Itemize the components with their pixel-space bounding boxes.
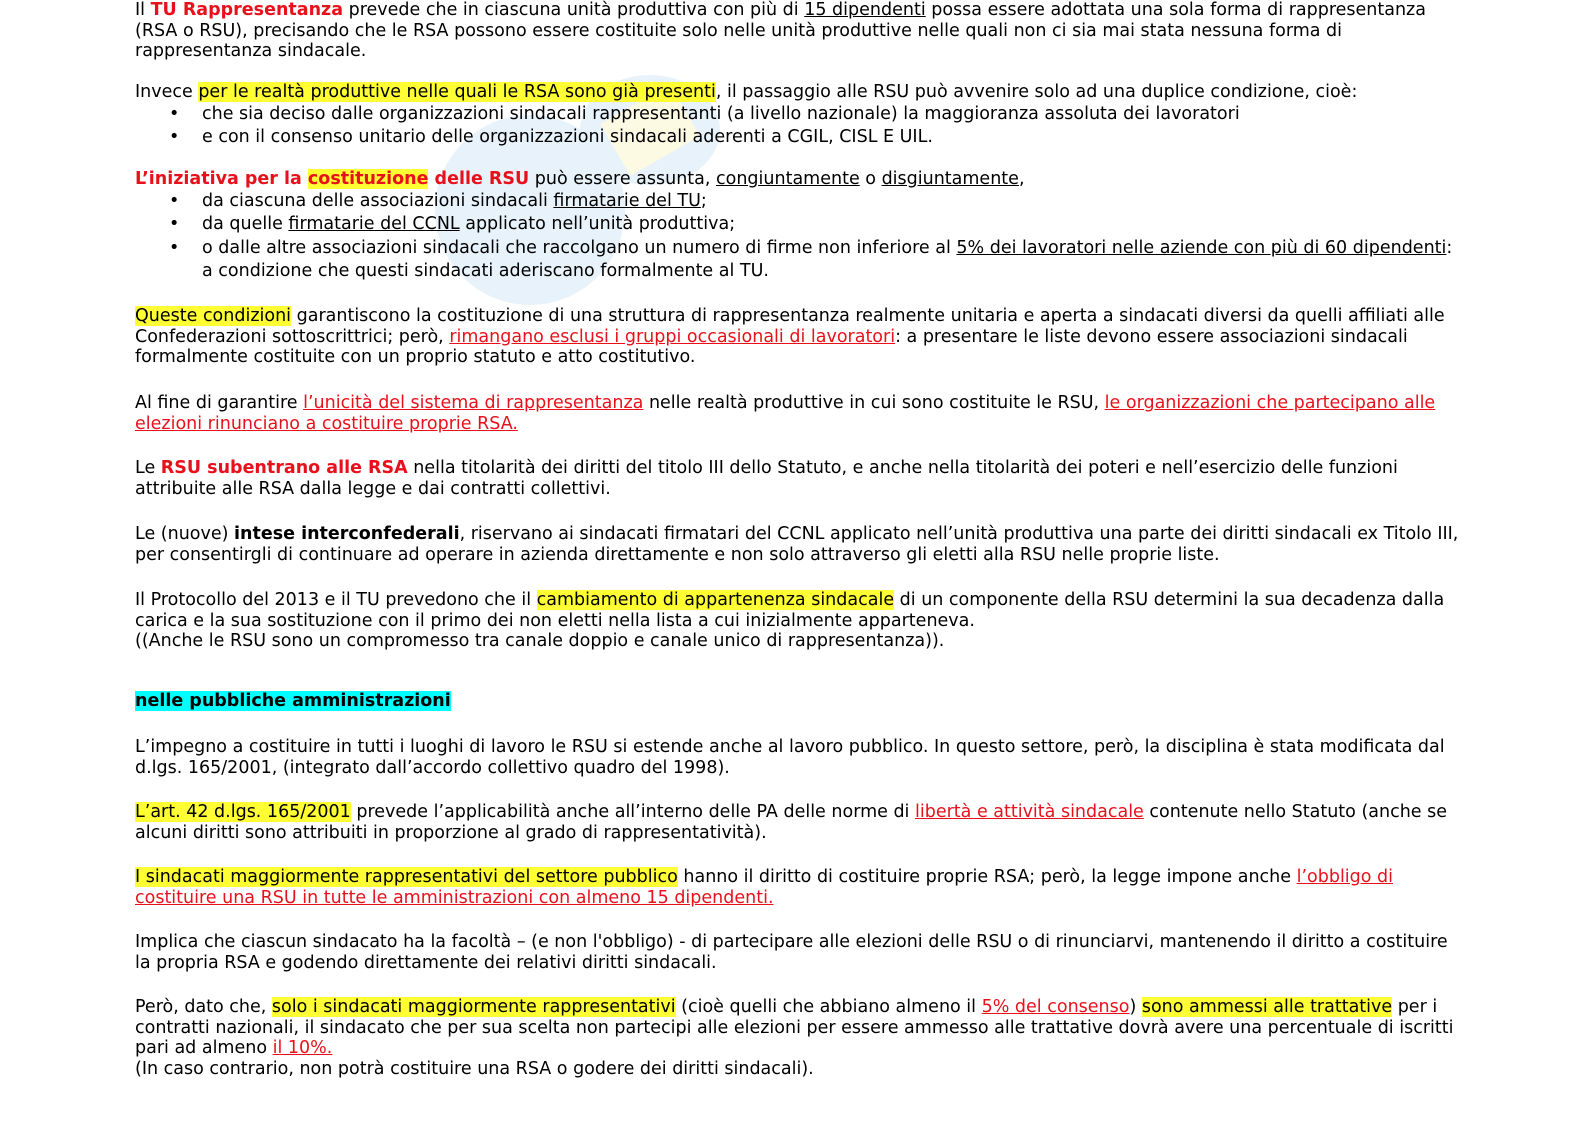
text: Il Protocollo del 2013 e il TU prevedono che il <box>135 590 537 610</box>
text: Al fine di garantire <box>135 393 304 413</box>
text: hanno il diritto di costituire proprie RSA; però, la legge impone anche <box>677 867 1297 887</box>
bold-text: intese interconfederali <box>234 524 460 544</box>
underlined-text: congiuntamente <box>716 169 860 189</box>
text: Le <box>135 458 161 478</box>
text: prevede che in ciascuna unità produttiva con più di <box>343 0 805 20</box>
red-underlined-text: il 10%. <box>272 1038 333 1058</box>
heading-text: nelle pubbliche amministrazioni <box>135 691 451 711</box>
highlighted-text: Queste condizioni <box>135 306 292 326</box>
paragraph-unicita <box>135 393 1465 434</box>
highlighted-text: I sindacati maggiormente rappresentativi del settore pubblico <box>135 867 678 887</box>
red-underlined-text: l’unicità del sistema di rappresentanza <box>303 393 644 413</box>
list-item-text: che sia deciso dalle organizzazioni sindacali rappresentanti (a livello nazionale) la maggioranza assoluta dei lavoratori <box>202 103 1240 124</box>
text: nelle realtà produttive in cui sono costituite le RSU, <box>643 393 1105 413</box>
term-costituzione: costituzione <box>307 169 429 189</box>
paragraph-realta-produttive <box>135 82 1465 150</box>
text: o <box>859 169 882 189</box>
text: di un componente della RSU determini la sua decadenza dalla carica e la sua sostituzione con il primo dei non eletti nella lista a cui inizialmente apparteneva. <box>135 590 1445 631</box>
bullet-icon: • <box>169 103 180 124</box>
red-underlined-text: 5% del consenso <box>981 997 1130 1017</box>
highlighted-text: per le realtà produttive nelle quali le RSA sono già presenti <box>198 82 716 102</box>
term-iniziativa: L’iniziativa per la <box>135 169 308 189</box>
underlined-text: disgiuntamente <box>881 169 1019 189</box>
bullet-icon: • <box>169 190 180 211</box>
list-item-text: e con il consenso unitario delle organizzazioni sindacali aderenti a CGIL, CISL E UIL. <box>202 127 933 147</box>
text: da ciascuna delle associazioni sindacali <box>202 190 554 211</box>
text: (In caso contrario, non potrà costituire una RSA o godere dei diritti sindacali). <box>135 1058 814 1079</box>
paragraph-intese-interconfederali <box>135 524 1465 565</box>
text: ((Anche le RSU sono un compromesso tra canale doppio e canale unico di rappresentanza)). <box>135 631 945 651</box>
highlighted-text: cambiamento di appartenenza sindacale <box>536 590 895 610</box>
paragraph-queste-condizioni <box>135 306 1465 368</box>
text: contenute nello Statuto (anche se alcuni diritti sono attribuiti in proporzione al grado di rappresentatività). <box>135 802 1448 843</box>
text: , riservano ai sindacati firmatari del CCNL applicato nell’unità produttiva una parte dei diritti sindacali ex Titolo III, per consentirgli di continuare ad operare in azienda direttamente e non solo attraverso gli eletti alla RSU nelle proprie liste. <box>135 524 1459 565</box>
bullet-icon: • <box>169 127 180 147</box>
text: Invece <box>135 82 199 102</box>
highlighted-text: sono ammessi alle trattative <box>1141 997 1393 1017</box>
bullet-icon: • <box>169 214 180 234</box>
text: prevede l’applicabilità anche all’interno delle PA delle norme di <box>350 802 915 822</box>
red-underlined-text: le organizzazioni che partecipano alle elezioni rinunciano a costituire proprie RSA. <box>135 393 1436 434</box>
condition-list <box>135 103 1465 150</box>
text: , il passaggio alle RSU può avvenire solo ad una duplice condizione, cioè: <box>715 82 1358 102</box>
highlighted-text: L’art. 42 d.lgs. 165/2001 <box>135 802 351 822</box>
text: per i contratti nazionali, il sindacato che per sua scelta non partecipi alle elezioni per essere ammesso alle trattative dovrà avere una percentuale di iscritti pari ad almeno <box>135 997 1454 1058</box>
paragraph-tu-rappresentanza <box>135 0 1465 62</box>
text: : a condizione che questi sindacati aderiscano formalmente al TU. <box>202 237 1453 281</box>
paragraph-iniziativa-costituzione <box>135 169 1465 284</box>
list-item <box>135 190 1465 214</box>
text: applicato nell’unità produttiva; <box>459 214 736 234</box>
term-rsu: delle RSU <box>428 169 530 189</box>
text: garantiscono la costituzione di una struttura di rappresentanza realmente unitaria e aperta a sindacati diversi da quelli affiliati alle Confederazioni sottoscrittrici; però, <box>135 306 1445 347</box>
underlined-text: firmatarie del TU <box>553 190 701 211</box>
text: possa essere adottata una sola forma di rappresentanza (RSA o RSU), precisando che le RSA possono essere costituite solo nelle unità produttive nelle quali non ci sia mai stata nessuna forma di rappresentanza sindacale. <box>135 0 1426 61</box>
list-item <box>135 103 1465 127</box>
text: ) <box>1129 997 1142 1017</box>
text: da quelle <box>202 214 289 234</box>
text: (cioè quelli che abbiano almeno il <box>675 997 982 1017</box>
text: Le (nuove) <box>135 524 235 544</box>
text: può essere assunta, <box>529 169 717 189</box>
term-rsu-subentrano: RSU subentrano alle RSA <box>160 458 408 478</box>
paragraph-facolta: Implica che ciascun sindacato ha la facoltà – (e non l'obbligo) - di partecipare alle elezioni delle RSU o di rinunciarvi, mantenendo il diritto a costituire la propria RSA e godendo direttamente dei relativi diritti sindacali. <box>135 932 1448 973</box>
text: o dalle altre associazioni sindacali che raccolgano un numero di firme non inferiore al <box>202 237 957 258</box>
text: Però, dato che, <box>135 997 272 1017</box>
text: ; <box>700 190 707 211</box>
paragraph-trattative <box>135 997 1465 1079</box>
paragraph-impegno-lavoro-pubblico: L’impegno a costituire in tutti i luoghi di lavoro le RSU si estende anche al lavoro pubblico. In questo settore, però, la disciplina è stata modificata dal d.lgs. 165/2001, (integrato dall’accordo collettivo quadro del 1998). <box>135 737 1445 778</box>
highlighted-text: solo i sindacati maggiormente rappresentativi <box>271 997 676 1017</box>
initiative-list <box>135 190 1465 284</box>
paragraph-rsu-subentrano <box>135 458 1465 499</box>
underlined-text: 5% dei lavoratori nelle aziende con più di 60 dipendenti <box>956 237 1447 258</box>
term-tu-rappresentanza: TU Rappresentanza <box>150 0 344 20</box>
list-item <box>135 237 1465 284</box>
paragraph-art-42 <box>135 802 1465 843</box>
list-item <box>135 126 1465 150</box>
underlined-text: 15 dipendenti <box>804 0 926 20</box>
underlined-text: firmatarie del CCNL <box>288 214 460 234</box>
text: nella titolarità dei diritti del titolo III dello Statuto, e anche nella titolarità dei poteri e nell’esercizio delle funzioni attribuite alle RSA dalla legge e dai contratti collettivi. <box>135 458 1398 499</box>
list-item <box>135 213 1465 237</box>
text: : a presentare le liste devono essere associazioni sindacali formalmente costituite con un proprio statuto e atto costitutivo. <box>135 326 1408 367</box>
text: Il <box>135 0 151 20</box>
red-underlined-text: libertà e attività sindacale <box>915 802 1144 822</box>
paragraph-sindacati-settore-pubblico <box>135 867 1465 908</box>
red-underlined-text: l’obbligo di costituire una RSU in tutte le amministrazioni con almeno 15 dipendenti. <box>135 867 1394 908</box>
bullet-icon: • <box>169 237 180 258</box>
paragraph-protocollo-2013 <box>135 590 1465 652</box>
section-heading <box>135 691 451 712</box>
text: , <box>1018 169 1025 189</box>
red-underlined-text: rimangano esclusi i gruppi occasionali di lavoratori <box>449 326 896 347</box>
